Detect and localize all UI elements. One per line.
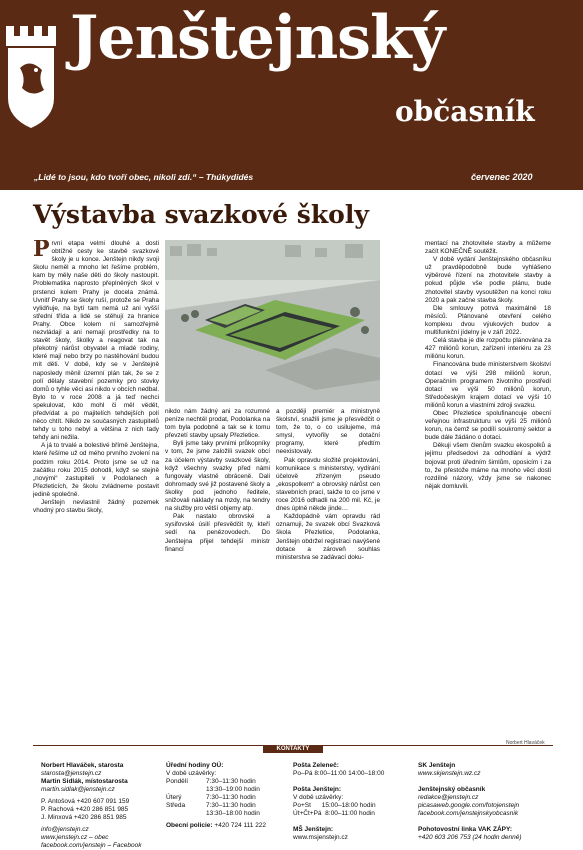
post-office-heading: Pošta Jenštejn: xyxy=(293,786,342,793)
newspaper-subtitle: občasník xyxy=(395,95,535,128)
contacts-column-other xyxy=(418,762,553,842)
drop-cap: P xyxy=(33,240,50,262)
newsletter-photos-link[interactable]: picasaweb.google.com/fotojenstejn xyxy=(418,802,520,809)
castle-crest-icon xyxy=(0,18,62,138)
paragraph: A já to trvalé a bolestivé břímě Jenštejna, které řešíme už od mého prvního zvolení na podzim roku 2014. Proto jsme se už na začátku roku 2015 dohodli, když se stejně „novými“ zastupiteli v Podolanech a Přezleticích, že školu zvládneme postavit jedině společně. xyxy=(33,442,159,498)
contact-facebook-link[interactable]: facebook.com/jenstejn – Facebook xyxy=(41,842,142,849)
police-row xyxy=(166,822,296,830)
paragraph: Každopádně vám opravdu rád oznamuji, že svazek obcí Svazková škola Přezletice, Podolanka, Jenštejn obdržel registraci navýšené dotace a zároveň souhlas ministerstva se zadávací doku- xyxy=(276,513,380,561)
paragraph: Pak opravdu složité projektování, komunikace s ministerstvy, vydírání účelově zřízeným pseudo „ekospolkem“ a obrovský nárůst cen stavebních prací, takže to co jsme v roce 2016 odhadli na 200 mil. Kč, je dnes úplně někde jinde… xyxy=(276,456,380,513)
contacts-column-office-hours xyxy=(166,762,296,830)
motto: „Lidé to jsou, kdo tvoří obec, nikoli zdi.“ – Thúkydidés xyxy=(34,172,254,182)
paragraph: mentací na zhotovitele stavby a můžeme začít KONEČNĚ soutěžit. xyxy=(425,240,551,256)
contacts-box xyxy=(33,745,553,849)
newsletter-heading: Jenštejnský občasník xyxy=(418,786,486,793)
newspaper-title: Jenštejnský xyxy=(70,3,445,73)
school-rendering-image xyxy=(165,240,380,402)
paragraph: Financována bude ministerstvem školství dotací ve výši 298 miliónů korun, Operačním programem životního prostředí dotací ve výši 50 miliónů korun, Středočeským krajem dotací ve výši 10 miliónů korun a vlastními zdroji svazku. xyxy=(425,361,551,409)
police-label: Obecní policie: xyxy=(166,822,213,829)
hours-value: 7:30–11:30 hodin xyxy=(206,778,256,785)
article-column-4 xyxy=(425,240,551,738)
article-column-1 xyxy=(33,240,159,736)
newsletter-email[interactable]: redakce@jenstejn.cz xyxy=(418,794,479,801)
water-hotline-heading: Pohotovostní linka VAK ZÁPY: xyxy=(418,826,513,833)
police-phone: +420 724 111 222 xyxy=(214,822,267,829)
contact-phone: P. Rachová +420 286 851 985 xyxy=(41,806,129,813)
post-office-hours: Po+St 15:00–18:00 hodin xyxy=(293,802,376,809)
contact-web-link[interactable]: www.jenstejn.cz – obec xyxy=(41,834,109,841)
contacts-heading: KONTAKTY xyxy=(263,745,323,753)
issue-date: červenec 2020 xyxy=(471,172,533,182)
paragraph: Obec Přezletice spolufinancuje obecní veřejnou infrastrukturu ve výši 25 miliónů korun, na čemž se podílí soukromý sektor a bude dále žádáno o dotaci. xyxy=(425,409,551,442)
office-hours-heading: Úřední hodiny OÚ: xyxy=(166,762,224,769)
office-hours-row xyxy=(166,810,296,818)
kindergarten-web-link[interactable]: www.msjenstejn.cz xyxy=(293,834,348,841)
office-hours-row xyxy=(166,786,296,794)
paragraph: Byli jsme taky prvními průkopníky v tom, že jsme založili svazek obcí za účelem výstavby svazkové školy, když všechny svazky před námi fungovaly vlastně obráceně. Dali dohromady své již postavené školy a školky pod jednoho ředitele, snižovali náklady na mzdy, na tendry na služby pro větší objemy atp. xyxy=(165,440,270,513)
contact-phone: P. Antošová +420 607 091 159 xyxy=(41,798,130,805)
hours-value: 13:30–19:00 hodin xyxy=(206,786,260,793)
paragraph: Dle smlouvy potrvá maximálně 18 měsíců. Plánované otevření celého komplexu dvou výukových budov a multifunkční jídelny je v září 2022. xyxy=(425,304,551,337)
office-hours-row xyxy=(166,802,296,810)
contact-email[interactable]: martin.sidlak@jenstejn.cz xyxy=(41,786,115,793)
article-column-3 xyxy=(276,408,380,738)
article-column-2 xyxy=(165,408,270,738)
newsletter-facebook-link[interactable]: facebook.com/jenstejnskyobcasnik xyxy=(418,810,519,817)
post-office-hours: Po–Pá 8:00–11:00 14:00–18:00 xyxy=(293,770,385,777)
contact-email[interactable]: starosta@jenstejn.cz xyxy=(41,770,102,777)
paragraph: Jenštejn nevlastnil žádný pozemek vhodný pro stavbu školy, xyxy=(33,499,159,515)
paragraph: rvní etapa velmi dlouhé a dosti obtížné cesty ke stavbě svazkové školy je u konce. Jenštejn nikdy svoji školu neměl a mnoho let řešíme problém, kam by měly naše děti do školy nastoupit. Problematika naprosto přeplněných škol v prstenci kolem Prahy je docela známá. Uvnitř Prahy se školy ruší, protože se Praha vylidňuje, na bytí tam nemá už ani vyšší střední třída a lidé se stěhují za hranice Prahy. Obce kolem ní samozřejmě nezvládají a ani nemají prostředky na to stavět školy, školky a reagovat tak na překotný nárůst obyvatel a mladé rodiny, které mají nebo brzy po nastěhování budou mít děti. V době, kdy se v Jenštejně naposledy měnil územní plán tak, že se z polí dělaly stavební pozemky pro stovky domů o tyhle věci asi nikdo v obcích nedbal. Bylo to v roce 2008 a já teď nechci spekulovat, kdo mohl či měl vědět, předvídat a po majitelích tehdejších polí něco chtít. Nikdo ze současných zastupitelů tehdy u toho nebyl a většina z nich tady tehdy ani nežila. xyxy=(33,240,159,442)
day-label: Středa xyxy=(166,802,186,809)
sport-club-heading: SK Jenštejn xyxy=(418,762,456,769)
hours-value: 7:30–11:30 hodin xyxy=(206,802,256,809)
paragraph: a později premiér a ministryně školství, snažili jsme je přesvědčit o tom, že to, o co usilujeme, má smysl, vytvořily se dotační programy, které předtím neexistovaly. xyxy=(276,408,380,456)
paragraph: V době vydání Jenštejnského občasníku už pravděpodobně bude vyhlášeno výběrové řízení na zhotovitele stavby a pokud půjde vše podle plánu, bude zhotovitel stavby vysoutěžen na konci roku 2020 a pak začne stavba školy. xyxy=(425,256,551,304)
office-hours-row xyxy=(166,794,296,802)
hours-value: 13:30–18:00 hodin xyxy=(206,810,260,817)
hours-value: 7:30–11:30 hodin xyxy=(206,794,256,801)
sport-club-web-link[interactable]: www.skjenstejn.wz.cz xyxy=(418,770,481,777)
contact-email[interactable]: info@jenstejn.cz xyxy=(41,826,89,833)
paragraph: Celá stavba je dle rozpočtu plánována za 427 miliónů korun, zařízení interiéru za 23 miliónu korun. xyxy=(425,337,551,361)
post-office-hours: Út+Čt+Pá 8:00–11:00 hodin xyxy=(293,810,375,817)
kindergarten-heading: MŠ Jenštejn: xyxy=(293,826,334,833)
paragraph: nikdo nám žádný ani za rozumné peníze nechtěl prodat, Podolanka na tom byla podobně a tak se k tomu převzetí stavby upsaly Přezletice. xyxy=(165,408,270,440)
masthead xyxy=(0,0,583,190)
contact-name: Norbert Hlaváček, starosta xyxy=(41,762,124,769)
contacts-column-post xyxy=(293,762,418,842)
contact-phone: J. Minxová +420 286 851 985 xyxy=(41,814,127,821)
paragraph: Pak nastalo obrovské a sysifovské úsilí přesvědčit ty, kteří sedí na penězovodech. Do Jenštejna přijel tehdejší ministr financí xyxy=(165,513,270,553)
office-hours-row xyxy=(166,778,296,786)
water-hotline-phone: +420 603 206 753 (24 hodin denně) xyxy=(418,834,522,841)
post-office-heading: Pošta Zeleneč: xyxy=(293,762,339,769)
article-headline: Výstavba svazkové školy xyxy=(33,200,369,229)
contacts-column-officials xyxy=(41,762,166,850)
contact-name: Martin Sidlák, místostarosta xyxy=(41,778,128,785)
article-signature: Norbert Hlaváček xyxy=(506,740,545,746)
day-label: Pondělí xyxy=(166,778,189,785)
office-hours-note: V době uzávěrky: xyxy=(166,770,217,777)
paragraph: Děkuji všem členům svazku ekospolků a jejímu předsedovi za odhodlání a výdrž bojovat proti úředním šimlům, oposicím i za to, že přestože máme na mnoho věcí dosti rozdílné názory, vždy jsme se nakonec nějak domluvili. xyxy=(425,442,551,490)
day-label: Úterý xyxy=(166,794,182,801)
post-office-note: V době uzávěrky: xyxy=(293,794,344,801)
